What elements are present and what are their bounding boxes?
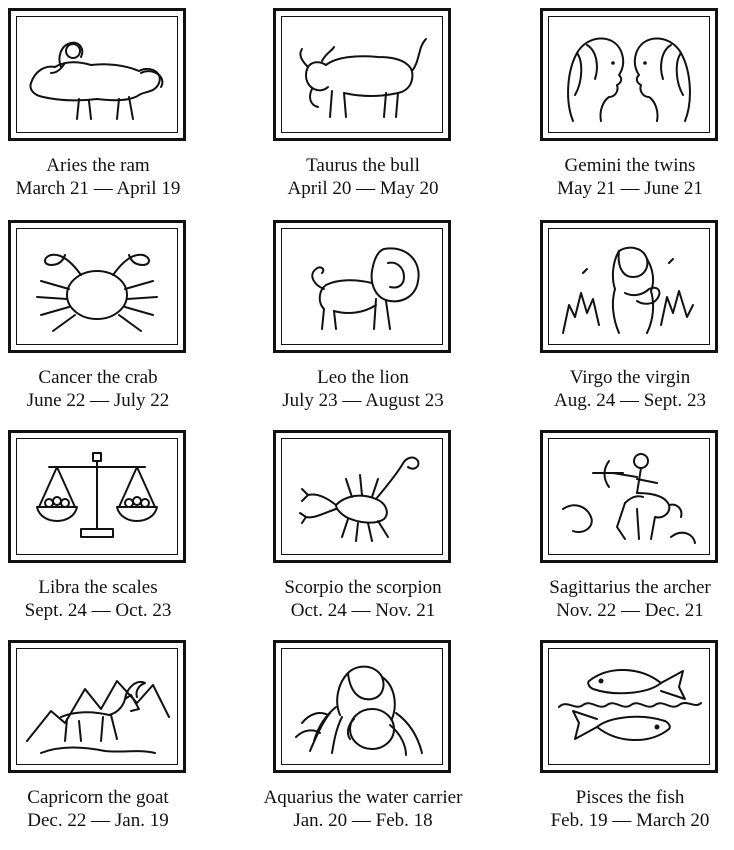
cancer-frame	[8, 220, 186, 353]
sign-name: Virgo the virgin	[569, 367, 691, 388]
sign-virgo	[540, 220, 734, 430]
pisces-caption	[510, 786, 734, 832]
sign-name: Sagittarius the archer	[549, 577, 711, 598]
sagittarius-frame	[540, 430, 718, 563]
archer-icon	[553, 443, 705, 550]
water-carrier-icon	[286, 653, 438, 760]
virgin-icon	[553, 233, 705, 340]
twins-icon	[553, 21, 705, 128]
gemini-caption	[510, 154, 734, 200]
sign-dates: Nov. 22 — Dec. 21	[556, 600, 704, 621]
sign-dates: Feb. 19 — March 20	[550, 810, 710, 831]
sign-name: Pisces the fish	[575, 787, 685, 808]
virgo-caption	[510, 366, 734, 412]
sign-dates: Oct. 24 — Nov. 21	[290, 600, 436, 621]
sign-name: Aries the ram	[46, 155, 150, 176]
ram-icon	[21, 21, 173, 128]
sign-dates: April 20 — May 20	[287, 178, 439, 199]
goat-icon	[21, 653, 173, 760]
cancer-caption	[0, 366, 218, 412]
aries-frame	[8, 8, 186, 141]
scorpio-caption	[243, 576, 483, 622]
aries-caption	[0, 154, 218, 200]
sign-sagittarius	[540, 430, 734, 640]
sign-pisces	[540, 640, 734, 850]
taurus-frame	[273, 8, 451, 141]
sign-dates: July 23 — August 23	[282, 390, 444, 411]
aquarius-caption	[243, 786, 483, 832]
scorpion-icon	[286, 443, 438, 550]
aquarius-frame	[273, 640, 451, 773]
sign-gemini	[540, 8, 734, 218]
sign-aquarius	[263, 640, 493, 850]
leo-caption	[243, 366, 483, 412]
sign-name: Capricorn the goat	[27, 787, 169, 808]
sign-name: Taurus the bull	[306, 155, 420, 176]
sign-name: Aquarius the water carrier	[263, 787, 463, 808]
bull-icon	[286, 21, 438, 128]
capricorn-frame	[8, 640, 186, 773]
gemini-frame	[540, 8, 718, 141]
sign-aries	[8, 8, 228, 218]
sign-dates: June 22 — July 22	[26, 390, 170, 411]
sign-name: Leo the lion	[317, 367, 409, 388]
fish-icon	[553, 653, 705, 760]
sagittarius-caption	[510, 576, 734, 622]
sign-libra	[8, 430, 228, 640]
pisces-frame	[540, 640, 718, 773]
sign-scorpio	[273, 430, 493, 640]
sign-name: Libra the scales	[38, 577, 158, 598]
libra-caption	[0, 576, 218, 622]
sign-taurus	[273, 8, 493, 218]
sign-name: Scorpio the scorpion	[284, 577, 442, 598]
sign-dates: May 21 — June 21	[557, 178, 703, 199]
crab-icon	[21, 233, 173, 340]
lion-icon	[286, 233, 438, 340]
libra-frame	[8, 430, 186, 563]
taurus-caption	[243, 154, 483, 200]
sign-dates: Aug. 24 — Sept. 23	[554, 390, 706, 411]
sign-dates: Sept. 24 — Oct. 23	[24, 600, 172, 621]
virgo-frame	[540, 220, 718, 353]
sign-leo	[273, 220, 493, 430]
sign-dates: Jan. 20 — Feb. 18	[293, 810, 433, 831]
sign-name: Cancer the crab	[38, 367, 158, 388]
sign-cancer	[8, 220, 228, 430]
sign-dates: March 21 — April 19	[15, 178, 181, 199]
scales-icon	[21, 443, 173, 550]
sign-name: Gemini the twins	[564, 155, 696, 176]
scorpio-frame	[273, 430, 451, 563]
leo-frame	[273, 220, 451, 353]
capricorn-caption	[0, 786, 218, 832]
sign-dates: Dec. 22 — Jan. 19	[27, 810, 169, 831]
sign-capricorn	[8, 640, 228, 850]
